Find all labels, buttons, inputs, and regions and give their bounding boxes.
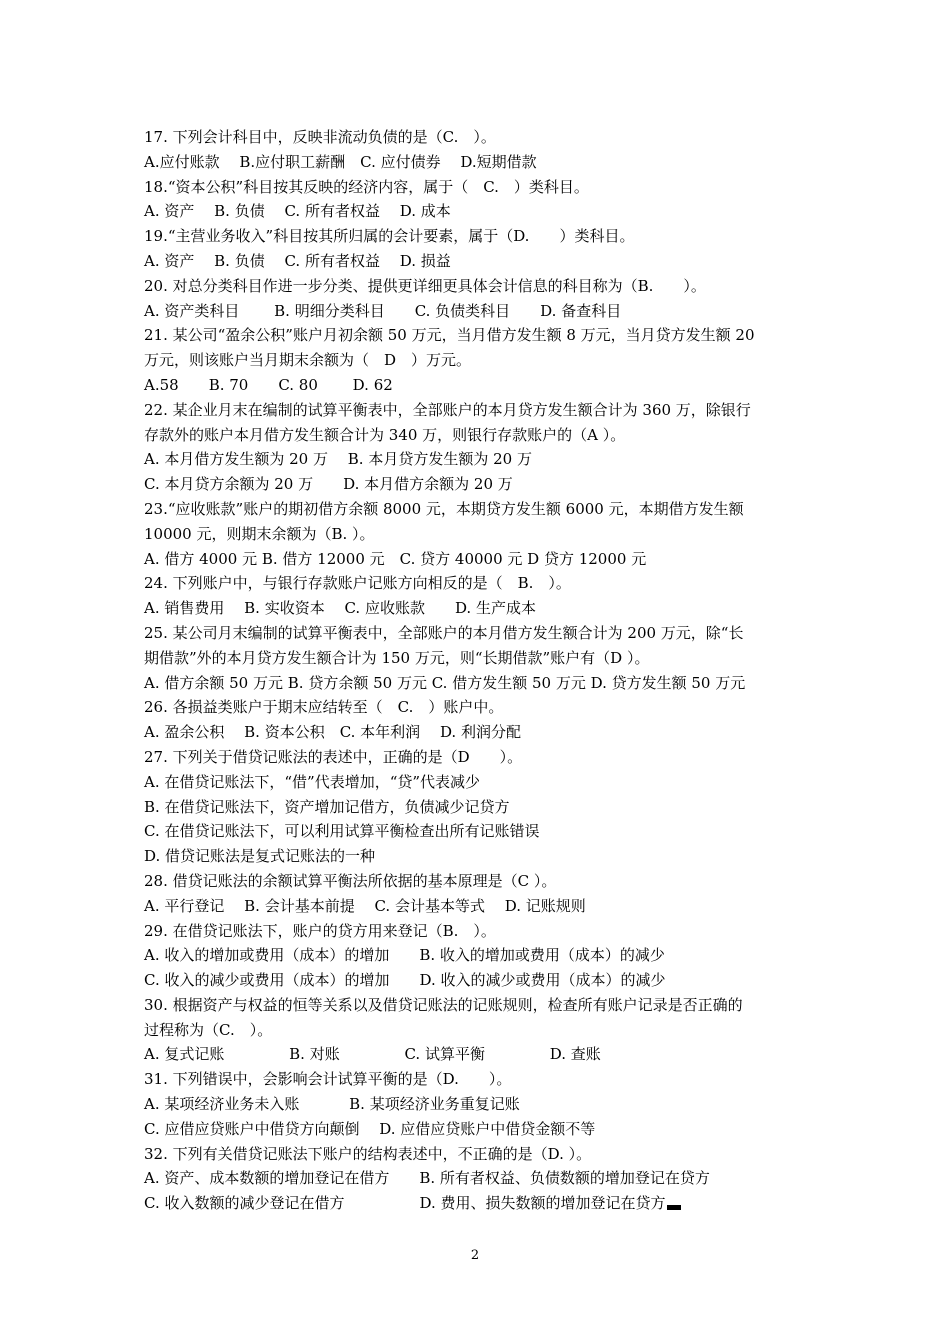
text-line: C. 收入数额的减少登记在借方 D. 费用、损失数额的增加登记在贷方	[144, 1191, 814, 1216]
text-line: 26. 各损益类账户于期末应结转至（ C. ）账户中。	[144, 698, 504, 717]
text-line: 18.“资本公积”科目按其反映的经济内容，属于（ C. ）类科目。	[144, 177, 589, 196]
text-line: 过程称为（C. ）。	[144, 1020, 273, 1039]
text-line: A.58 B. 70 C. 80 D. 62	[144, 375, 393, 394]
text-line: 28. 借贷记账法的余额试算平衡法所依据的基本原理是（C ）。	[144, 871, 557, 890]
text-line: A. 借方 4000 元 B. 借方 12000 元 C. 贷方 40000 元 D 贷方 12000 元	[144, 549, 647, 568]
text-line: 17. 下列会计科目中，反映非流动负债的是（C. ）。	[144, 128, 496, 146]
text-line: 19.“主营业务收入”科目按其所归属的会计要素，属于（D. ）类科目。	[144, 227, 635, 246]
text-line: A. 借方余额 50 万元 B. 贷方余额 50 万元 C. 借方发生额 50 万元 D. 贷方发生额 50 万元	[144, 673, 746, 692]
text-line: A. 销售费用 B. 实收资本 C. 应收账款 D. 生产成本	[144, 599, 536, 618]
text-line: 25. 某公司月末编制的试算平衡表中，全部账户的本月借方发生额合计为 200 万元，除“长	[144, 623, 744, 642]
text-line: A. 盈余公积 B. 资本公积 C. 本年利润 D. 利润分配	[144, 723, 521, 742]
text-line: A. 在借贷记账法下，“借”代表增加，“贷”代表减少	[144, 772, 481, 791]
text-line: C. 应借应贷账户中借贷方向颠倒 D. 应借应贷账户中借贷金额不等	[144, 1119, 596, 1138]
text-line: C. 本月贷方余额为 20 万 D. 本月借方余额为 20 万	[144, 475, 513, 494]
text-line: A. 资产类科目 B. 明细分类科目 C. 负债类科目 D. 备查科目	[144, 301, 622, 320]
text-line: 30. 根据资产与权益的恒等关系以及借贷记账法的记账规则，检查所有账户记录是否正确的	[144, 995, 743, 1014]
text-line: 21. 某公司“盈余公积”账户月初余额 50 万元，当月借方发生额 8 万元，当月贷方发生额 20	[144, 326, 755, 345]
text-line: A. 收入的增加或费用（成本）的增加 B. 收入的增加或费用（成本）的减少	[144, 946, 665, 965]
text-line: 10000 元，则期末余额为（B. ）。	[144, 524, 375, 543]
text-line: D. 借贷记账法是复式记账法的一种	[144, 847, 376, 866]
text-line: C. 收入的减少或费用（成本）的增加 D. 收入的减少或费用（成本）的减少	[144, 971, 666, 990]
text-line: 32. 下列有关借贷记账法下账户的结构表述中，不正确的是（D. ）。	[144, 1144, 592, 1163]
text-line: A. 资产、成本数额的增加登记在借方 B. 所有者权益、负债数额的增加登记在贷方	[144, 1169, 710, 1188]
text-line: 22. 某企业月末在编制的试算平衡表中，全部账户的本月贷方发生额合计为 360 万，除银行	[144, 400, 751, 419]
text-line: 24. 下列账户中，与银行存款账户记账方向相反的是（ B. ）。	[144, 574, 571, 593]
text-line: A. 资产 B. 负债 C. 所有者权益 D. 成本	[144, 202, 451, 221]
text-line: 期借款”外的本月贷方发生额合计为 150 万元，则“长期借款”账户有（D ）。	[144, 648, 650, 667]
page-number: 2	[470, 1248, 480, 1263]
text-line: 万元，则该账户当月期末余额为（ D ）万元。	[144, 351, 472, 370]
text-line: 29. 在借贷记账法下，账户的贷方用来登记（B. ）。	[144, 921, 496, 940]
text-line: A. 本月借方发生额为 20 万 B. 本月贷方发生额为 20 万	[144, 450, 532, 469]
question-list	[144, 125, 814, 1216]
text-line: A. 平行登记 B. 会计基本前提 C. 会计基本等式 D. 记账规则	[144, 896, 586, 915]
text-line: 27. 下列关于借贷记账法的表述中，正确的是（D ）。	[144, 747, 523, 766]
text-line: 31. 下列错误中，会影响会计试算平衡的是（D. ）。	[144, 1070, 512, 1089]
text-cursor-icon	[667, 1205, 681, 1210]
text-line: A.应付账款 B.应付职工薪酬 C. 应付债券 D.短期借款	[144, 152, 537, 171]
text-line: C. 在借贷记账法下，可以利用试算平衡检查出所有记账错误	[144, 822, 540, 841]
text-line: A. 复式记账 B. 对账 C. 试算平衡 D. 查账	[144, 1045, 601, 1064]
text-line: 存款外的账户本月借方发生额合计为 340 万，则银行存款账户的（A ）。	[144, 425, 626, 444]
text-line: 20. 对总分类科目作进一步分类、提供更详细更具体会计信息的科目称为（B. ）。	[144, 276, 706, 295]
text-line: B. 在借贷记账法下，资产增加记借方，负债减少记贷方	[144, 797, 510, 816]
text-line: 23.“应收账款”账户的期初借方余额 8000 元，本期贷方发生额 6000 元，本期借方发生额	[144, 499, 744, 518]
text-line: A. 某项经济业务未入账 B. 某项经济业务重复记账	[144, 1095, 520, 1114]
text-line: A. 资产 B. 负债 C. 所有者权益 D. 损益	[144, 251, 451, 270]
